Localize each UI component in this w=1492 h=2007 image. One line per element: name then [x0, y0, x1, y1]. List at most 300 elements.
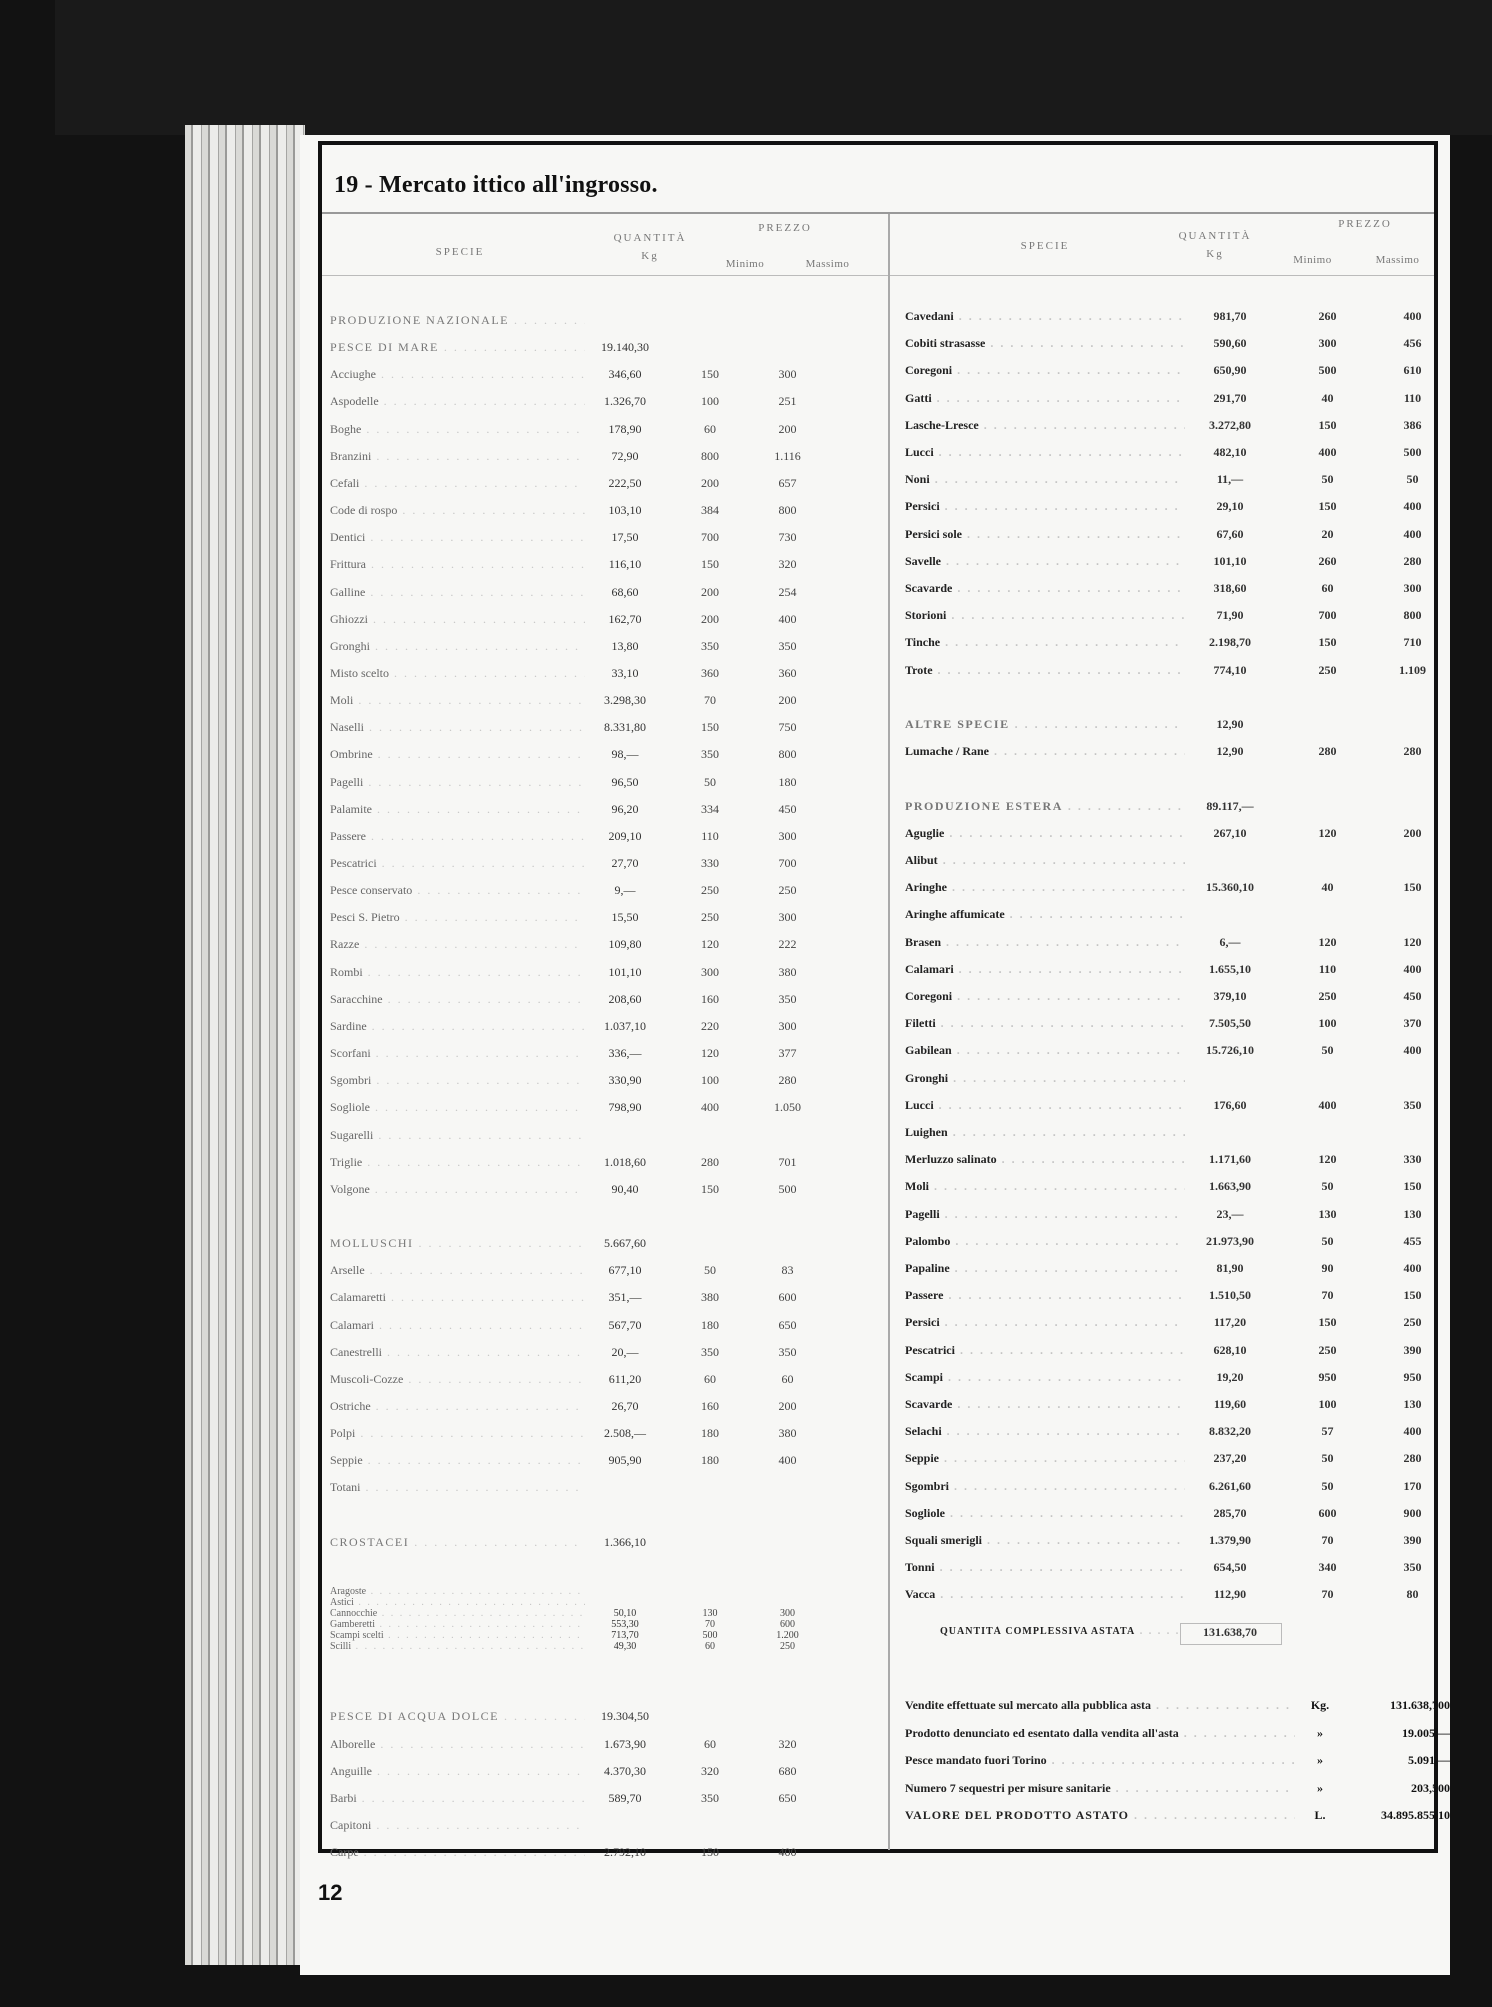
- min-price-cell: 280: [701, 1154, 719, 1169]
- species-name: Polpi . . .: [330, 1426, 585, 1441]
- table-row: [330, 1815, 830, 1837]
- species-name: Misto scelto . . .: [330, 666, 585, 681]
- quantity-cell: 1.171,60: [1209, 1152, 1251, 1167]
- min-price-cell: 200: [701, 475, 719, 490]
- summary-row: [905, 1805, 1450, 1827]
- quantity-cell: 222,50: [608, 475, 642, 490]
- book-binding-edge: [185, 125, 305, 1965]
- species-name: Squali smerigli . . .: [905, 1533, 1185, 1548]
- quantity-cell: 1.018,60: [604, 1154, 646, 1169]
- table-row: [330, 1342, 830, 1364]
- max-price-cell: 800: [778, 747, 797, 762]
- quantity-cell: 1.366,10: [604, 1534, 646, 1549]
- quantity-cell: 112,90: [1213, 1587, 1247, 1602]
- table-row: [905, 823, 1455, 845]
- species-name: Cannocchie . . .: [330, 1608, 585, 1619]
- min-price-cell: 400: [701, 1100, 719, 1115]
- species-name: Persici sole . . .: [905, 527, 1185, 542]
- quantity-cell: 1.379,90: [1209, 1533, 1251, 1547]
- quantity-cell: 291,70: [1213, 390, 1247, 405]
- table-row: [905, 1068, 1455, 1090]
- table-row: [330, 1369, 830, 1391]
- min-price-cell: 60: [704, 1736, 716, 1751]
- table-row: [905, 415, 1455, 437]
- max-price-cell: 710: [1403, 635, 1422, 650]
- max-price-cell: 377: [778, 1046, 797, 1061]
- quantity-cell: 19.140,30: [601, 340, 649, 355]
- max-price-cell: 750: [778, 720, 797, 735]
- table-row: [905, 333, 1455, 355]
- summary-unit: Kg.: [1310, 1698, 1330, 1712]
- species-name: Cobiti strasasse . . .: [905, 336, 1185, 351]
- quantity-cell: 27,70: [611, 856, 639, 870]
- max-price-cell: 300: [778, 910, 797, 925]
- max-price-cell: 400: [1403, 499, 1422, 514]
- table-row: [330, 391, 830, 413]
- min-price-cell: 60: [1321, 581, 1334, 595]
- table-row: [905, 1503, 1455, 1525]
- max-price-cell: 650: [778, 1790, 797, 1805]
- max-price-cell: 150: [1403, 1179, 1422, 1194]
- quantity-cell: 1.655,10: [1209, 961, 1251, 976]
- left-header-massimo: Massimo: [805, 258, 850, 270]
- right-header-prezzo: PREZZO: [1338, 218, 1392, 230]
- quantity-cell: 1.326,70: [604, 394, 646, 409]
- table-row: [905, 1204, 1455, 1226]
- max-price-cell: 200: [778, 1399, 797, 1413]
- table-row: [330, 446, 830, 468]
- quantity-cell: 15.726,10: [1206, 1043, 1254, 1058]
- max-price-cell: 400: [778, 1453, 797, 1468]
- min-price-cell: 50: [1321, 1478, 1334, 1493]
- quantity-cell: 677,10: [608, 1263, 642, 1278]
- max-price-cell: 250: [778, 883, 797, 898]
- quantity-cell: 49,30: [613, 1641, 637, 1653]
- species-name: Rombi . . .: [330, 965, 585, 980]
- species-name: Sardine . . .: [330, 1019, 585, 1034]
- quantity-cell: 9,—: [614, 883, 636, 898]
- min-price-cell: 250: [1318, 662, 1337, 677]
- min-price-cell: 60: [704, 421, 716, 436]
- species-name: Palamite . . .: [330, 802, 585, 817]
- table-row: [905, 959, 1455, 981]
- max-price-cell: 280: [1403, 744, 1422, 759]
- max-price-cell: 400: [778, 1845, 797, 1860]
- species-name: Galline . . .: [330, 585, 585, 600]
- table-row: [330, 799, 830, 821]
- quantity-cell: 713,70: [611, 1630, 639, 1642]
- species-name: Moli . . .: [905, 1179, 1185, 1194]
- max-price-cell: 650: [778, 1317, 797, 1332]
- min-price-cell: 360: [701, 665, 719, 680]
- table-row: [330, 1450, 830, 1472]
- table-row: [330, 1423, 830, 1445]
- quantity-cell: 654,50: [1213, 1560, 1247, 1575]
- summary-value: 19.005,—: [1402, 1725, 1450, 1740]
- max-price-cell: 80: [1406, 1587, 1419, 1602]
- table-row: [330, 962, 830, 984]
- species-name: Tonni . . .: [905, 1560, 1185, 1575]
- quantity-cell: 96,20: [611, 801, 639, 816]
- right-header-kg: Kg: [1206, 248, 1224, 260]
- table-row: [905, 1312, 1455, 1334]
- table-row: [330, 527, 830, 549]
- page-number: 12: [318, 1880, 343, 1905]
- species-name: Alborelle . . .: [330, 1737, 585, 1752]
- quantity-cell: 351,—: [608, 1290, 642, 1305]
- quantity-cell: 1.037,10: [604, 1018, 646, 1033]
- max-price-cell: 83: [781, 1263, 794, 1278]
- min-price-cell: 130: [1318, 1206, 1337, 1221]
- quantity-cell: 590,60: [1213, 336, 1247, 351]
- page-title: 19 - Mercato ittico all'ingrosso.: [334, 172, 658, 198]
- quantity-cell: 20,—: [611, 1344, 639, 1359]
- table-row: [905, 306, 1455, 328]
- quantity-cell: 19,20: [1216, 1369, 1244, 1384]
- species-name: Aringhe . . .: [905, 880, 1185, 895]
- min-price-cell: 50: [1321, 1043, 1334, 1058]
- min-price-cell: 500: [1318, 363, 1337, 378]
- species-name: Storioni . . .: [905, 608, 1185, 623]
- max-price-cell: 170: [1403, 1478, 1422, 1493]
- max-price-cell: 50: [1406, 472, 1419, 487]
- section-row: [905, 796, 1455, 818]
- table-row: [905, 904, 1455, 926]
- species-name: Barbi . . .: [330, 1791, 585, 1806]
- species-name: Ostriche . . .: [330, 1399, 585, 1414]
- table-row: [905, 551, 1455, 573]
- quantity-cell: 23,—: [1216, 1206, 1244, 1221]
- quantity-cell: 209,10: [608, 828, 642, 843]
- max-price-cell: 900: [1403, 1505, 1422, 1520]
- table-row: [330, 1788, 830, 1810]
- table-row: [330, 853, 830, 875]
- max-price-cell: 680: [778, 1763, 797, 1778]
- max-price-cell: 386: [1403, 417, 1422, 432]
- min-price-cell: 160: [701, 991, 719, 1006]
- min-price-cell: 57: [1321, 1424, 1334, 1439]
- min-price-cell: 220: [701, 1018, 719, 1033]
- min-price-cell: 120: [701, 1046, 719, 1061]
- species-name: Arselle . . .: [330, 1263, 585, 1278]
- table-row: [905, 1448, 1455, 1470]
- quantity-cell: 26,70: [611, 1399, 639, 1413]
- min-price-cell: 250: [701, 883, 719, 898]
- quantity-cell: 89.117,—: [1206, 798, 1254, 813]
- summary-label: Pesce mandato fuori Torino . . .: [905, 1753, 1295, 1768]
- species-name: Tinche . . .: [905, 635, 1185, 650]
- min-price-cell: 120: [1318, 1152, 1337, 1167]
- max-price-cell: 730: [778, 530, 797, 545]
- species-name: Code di rospo . . .: [330, 503, 585, 518]
- table-row: [330, 989, 830, 1011]
- table-row: [330, 1734, 830, 1756]
- species-name: Aringhe affumicate . . .: [905, 907, 1185, 922]
- max-price-cell: 130: [1403, 1397, 1422, 1411]
- table-row: [905, 469, 1455, 491]
- max-price-cell: 110: [1403, 390, 1422, 405]
- table-row: [905, 1340, 1455, 1362]
- min-price-cell: 600: [1318, 1505, 1337, 1520]
- table-row: [905, 442, 1455, 464]
- species-name: Calamaretti . . .: [330, 1290, 585, 1305]
- table-row: [905, 1176, 1455, 1198]
- species-name: Pesce conservato . . .: [330, 883, 585, 898]
- max-price-cell: 400: [1403, 961, 1422, 976]
- min-price-cell: 260: [1318, 309, 1337, 323]
- table-row: [330, 1761, 830, 1783]
- max-price-cell: 180: [778, 774, 797, 789]
- quantity-cell: 67,60: [1216, 526, 1244, 541]
- quantity-cell: 103,10: [608, 503, 642, 518]
- min-price-cell: 130: [702, 1608, 718, 1620]
- quantity-cell: 5.667,60: [604, 1236, 646, 1251]
- max-price-cell: 350: [1403, 1560, 1422, 1575]
- species-name: Gabilean . . .: [905, 1043, 1185, 1058]
- species-name: Seppie . . .: [330, 1453, 585, 1468]
- species-name: Muscoli-Cozze . . .: [330, 1372, 585, 1387]
- max-price-cell: 280: [778, 1073, 797, 1088]
- summary-label: Prodotto denunciato ed esentato dalla vendita all'asta . . .: [905, 1726, 1295, 1741]
- quantity-cell: 482,10: [1213, 445, 1247, 459]
- table-row: [905, 1013, 1455, 1035]
- species-name: Sugarelli . . .: [330, 1128, 585, 1143]
- quantity-cell: 553,30: [611, 1619, 639, 1631]
- max-price-cell: 1.116: [774, 448, 801, 463]
- min-price-cell: 260: [1318, 553, 1337, 568]
- quantity-cell: 318,60: [1213, 581, 1247, 595]
- quantity-cell: 798,90: [608, 1100, 642, 1115]
- min-price-cell: 200: [701, 584, 719, 599]
- species-name: Palombo . . .: [905, 1234, 1185, 1249]
- column-divider: [888, 214, 890, 1850]
- min-price-cell: 350: [701, 638, 719, 653]
- table-row: [330, 1125, 830, 1147]
- table-row: [330, 1630, 830, 1641]
- quantity-cell: 117,20: [1213, 1315, 1247, 1330]
- min-price-cell: 330: [701, 856, 719, 870]
- table-row: [330, 1179, 830, 1201]
- table-row: [330, 1097, 830, 1119]
- max-price-cell: 300: [1403, 581, 1422, 595]
- max-price-cell: 222: [778, 937, 797, 952]
- species-name: Lucci . . .: [905, 1098, 1185, 1113]
- species-name: Volgone . . .: [330, 1182, 585, 1197]
- max-price-cell: 500: [778, 1181, 797, 1196]
- quantity-cell: 101,10: [608, 964, 642, 979]
- quantity-cell: 98,—: [611, 747, 639, 762]
- header-top-rule: [322, 212, 1434, 214]
- max-price-cell: 455: [1403, 1233, 1422, 1248]
- table-row: [905, 986, 1455, 1008]
- table-row: [330, 907, 830, 929]
- summary-unit: L.: [1314, 1808, 1326, 1822]
- max-price-cell: 360: [778, 665, 797, 680]
- quantity-cell: 29,10: [1216, 499, 1244, 514]
- quantity-cell: 176,60: [1213, 1097, 1247, 1112]
- right-header-minimo: Minimo: [1293, 254, 1332, 266]
- summary-label: Numero 7 sequestri per misure sanitarie . . .: [905, 1781, 1295, 1796]
- quantity-cell: 13,80: [611, 638, 639, 653]
- quantity-cell: 4.370,30: [604, 1763, 646, 1778]
- table-row: [330, 934, 830, 956]
- table-row: [330, 1287, 830, 1309]
- max-price-cell: 350: [1403, 1097, 1422, 1112]
- min-price-cell: 350: [701, 1344, 719, 1359]
- max-price-cell: 330: [1403, 1152, 1422, 1167]
- species-name: Selachi . . .: [905, 1424, 1185, 1439]
- species-name: Pagelli . . .: [330, 775, 585, 790]
- species-name: Razze . . .: [330, 937, 585, 952]
- section-row: [330, 310, 830, 332]
- max-price-cell: 390: [1403, 1533, 1422, 1547]
- min-price-cell: 180: [701, 1317, 719, 1332]
- max-price-cell: 254: [778, 584, 797, 599]
- scan-top-shadow: [55, 0, 1492, 135]
- max-price-cell: 800: [1403, 608, 1422, 623]
- table-row: [330, 744, 830, 766]
- min-price-cell: 150: [701, 720, 719, 735]
- species-name: Scilli . . .: [330, 1641, 585, 1652]
- min-price-cell: 110: [701, 828, 719, 843]
- quantity-cell: 33,10: [611, 665, 639, 680]
- species-name: Vacca . . .: [905, 1587, 1185, 1602]
- table-row: [330, 1260, 830, 1282]
- species-name: Cavedani . . .: [905, 309, 1185, 324]
- quantity-cell: 336,—: [608, 1046, 642, 1061]
- min-price-cell: 300: [1318, 336, 1337, 351]
- min-price-cell: 400: [1318, 1097, 1337, 1112]
- species-name: Sogliole . . .: [330, 1100, 585, 1115]
- quantity-cell: 1.673,90: [604, 1736, 646, 1751]
- table-row: [905, 932, 1455, 954]
- min-price-cell: 160: [701, 1399, 719, 1413]
- min-price-cell: 340: [1318, 1560, 1337, 1575]
- table-row: [330, 1396, 830, 1418]
- table-row: [905, 524, 1455, 546]
- table-row: [905, 1530, 1455, 1552]
- quantity-cell: 6.261,60: [1209, 1478, 1251, 1493]
- total-label: QUANTITÀ COMPLESSIVA ASTATA . . .: [940, 1626, 1185, 1637]
- min-price-cell: 70: [1321, 1288, 1334, 1303]
- summary-row: [905, 1750, 1450, 1772]
- table-row: [330, 1315, 830, 1337]
- species-name: Moli . . .: [330, 693, 585, 708]
- species-name: Savelle . . .: [905, 554, 1185, 569]
- table-row: [330, 609, 830, 631]
- quantity-cell: 17,50: [611, 530, 639, 545]
- species-name: Noni . . .: [905, 472, 1185, 487]
- species-name: Lucci . . .: [905, 445, 1185, 460]
- table-row: [330, 826, 830, 848]
- species-name: Saracchine . . .: [330, 992, 585, 1007]
- table-row: [905, 1421, 1455, 1443]
- max-price-cell: 150: [1403, 880, 1422, 895]
- min-price-cell: 500: [702, 1630, 718, 1642]
- min-price-cell: 120: [701, 937, 719, 952]
- table-row: [330, 1842, 830, 1864]
- min-price-cell: 60: [705, 1641, 715, 1653]
- max-price-cell: 400: [1403, 309, 1422, 323]
- max-price-cell: 150: [1403, 1288, 1422, 1303]
- max-price-cell: 1.109: [1399, 662, 1426, 677]
- species-name: Dentici . . .: [330, 530, 585, 545]
- table-row: [330, 1597, 830, 1608]
- table-row: [330, 1043, 830, 1065]
- species-name: Scorfani . . .: [330, 1046, 585, 1061]
- min-price-cell: 180: [701, 1453, 719, 1468]
- max-price-cell: 250: [780, 1641, 795, 1653]
- min-price-cell: 110: [1318, 961, 1337, 976]
- species-name: Merluzzo salinato . . .: [905, 1152, 1185, 1167]
- table-row: [905, 632, 1455, 654]
- table-row: [905, 578, 1455, 600]
- min-price-cell: 150: [701, 1845, 719, 1860]
- quantity-cell: 2.198,70: [1209, 635, 1251, 650]
- min-price-cell: 120: [1318, 825, 1337, 840]
- table-row: [905, 496, 1455, 518]
- quantity-cell: 71,90: [1216, 608, 1244, 623]
- max-price-cell: 380: [778, 964, 797, 979]
- table-row: [905, 1258, 1455, 1280]
- summary-row: [905, 1723, 1450, 1745]
- species-name: Canestrelli . . .: [330, 1345, 585, 1360]
- min-price-cell: 40: [1321, 880, 1334, 895]
- species-name: Luighen . . .: [905, 1125, 1185, 1140]
- species-name: ALTRE SPECIE . . .: [905, 717, 1185, 732]
- quantity-cell: 116,10: [608, 557, 642, 572]
- quantity-cell: 81,90: [1216, 1261, 1244, 1275]
- table-row: [330, 690, 830, 712]
- species-name: Sogliole . . .: [905, 1506, 1185, 1521]
- table-row: [330, 582, 830, 604]
- min-price-cell: 70: [704, 693, 716, 708]
- species-name: Cefali . . .: [330, 476, 585, 491]
- max-price-cell: 701: [778, 1154, 797, 1169]
- min-price-cell: 100: [1318, 1016, 1337, 1031]
- table-row: [330, 1016, 830, 1038]
- min-price-cell: 150: [1318, 499, 1337, 514]
- max-price-cell: 120: [1403, 934, 1422, 949]
- table-row: [330, 717, 830, 739]
- header-bottom-rule: [322, 275, 1434, 276]
- max-price-cell: 1.200: [776, 1630, 799, 1642]
- species-name: Seppie . . .: [905, 1451, 1185, 1466]
- table-row: [905, 1476, 1455, 1498]
- table-row: [330, 1477, 830, 1499]
- min-price-cell: 800: [701, 448, 719, 463]
- quantity-cell: 285,70: [1213, 1505, 1247, 1520]
- species-name: Naselli . . .: [330, 720, 585, 735]
- species-name: Lumache / Rane . . .: [905, 744, 1185, 759]
- species-name: Frittura . . .: [330, 557, 585, 572]
- min-price-cell: 70: [1321, 1533, 1334, 1547]
- species-name: Gamberetti . . .: [330, 1619, 585, 1630]
- table-row: [330, 500, 830, 522]
- left-header-specie: SPECIE: [435, 246, 485, 258]
- max-price-cell: 200: [1403, 825, 1422, 840]
- table-row: [905, 1231, 1455, 1253]
- table-row: [330, 772, 830, 794]
- quantity-cell: 2.508,—: [604, 1426, 646, 1441]
- left-header-kg: Kg: [641, 250, 659, 262]
- quantity-cell: 21.973,90: [1206, 1233, 1254, 1248]
- quantity-cell: 12,90: [1216, 717, 1244, 731]
- min-price-cell: 380: [701, 1290, 719, 1305]
- table-row: [905, 1285, 1455, 1307]
- quantity-cell: 109,80: [608, 937, 642, 952]
- species-name: Papaline . . .: [905, 1261, 1185, 1276]
